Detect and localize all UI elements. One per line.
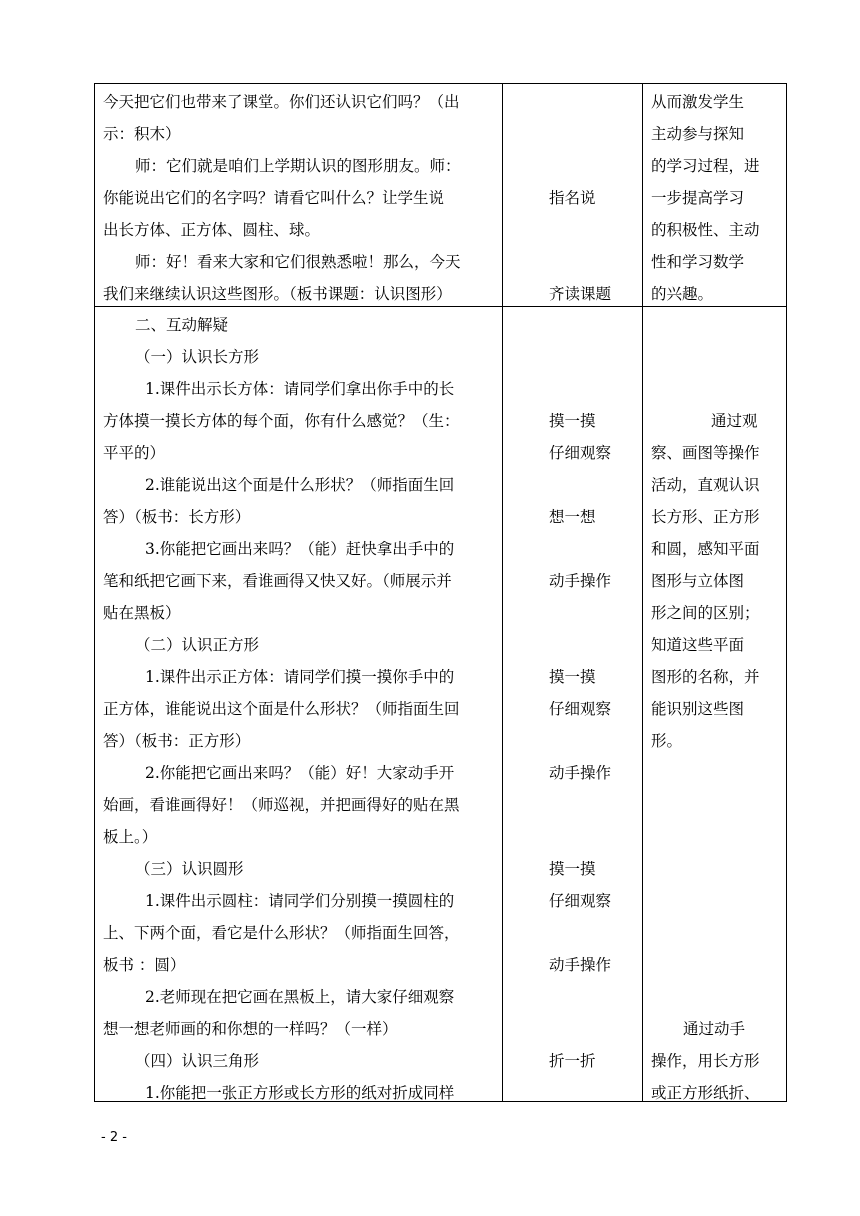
text-line: 答）（板书：正方形） <box>103 732 251 750</box>
text-line: 能识别这些图 <box>651 700 745 718</box>
text-line: 折一折 <box>549 1052 596 1070</box>
text-line: 2.谁能说出这个面是什么形状？（师指面生回 <box>145 476 455 494</box>
text-line: 动手操作 <box>549 956 612 974</box>
text-line: 1.课件出示圆柱：请同学们分别摸一摸圆柱的 <box>145 892 455 910</box>
content-cell <box>95 307 503 1102</box>
text-line: 师：它们就是咱们上学期认识的图形朋友。师： <box>135 157 461 175</box>
text-line: 操作，用长方形 <box>651 1052 760 1070</box>
text-line: 平平的） <box>103 444 166 462</box>
text-line: 的学习过程，进 <box>651 157 760 175</box>
text-line: 从而激发学生 <box>651 93 745 111</box>
text-line: 通过动手 <box>683 1020 746 1038</box>
text-line: 活动，直观认识 <box>651 476 760 494</box>
text-line: 出长方体、正方体、圆柱、球。 <box>103 221 321 239</box>
text-line: 性和学习数学 <box>651 253 745 271</box>
table-row <box>95 307 787 1102</box>
text-line: 2.老师现在把它画在黑板上，请大家仔细观察 <box>145 988 455 1006</box>
intent-cell <box>643 84 787 307</box>
text-line: 的兴趣。 <box>651 285 714 303</box>
text-line: 正方体，谁能说出这个面是什么形状？（师指面生回 <box>103 700 460 718</box>
text-line: （四）认识三角形 <box>135 1052 260 1070</box>
text-line: 仔细观察 <box>549 700 612 718</box>
content-cell <box>95 84 503 307</box>
text-line: 动手操作 <box>549 764 612 782</box>
text-line: 仔细观察 <box>549 444 612 462</box>
text-line: 摸一摸 <box>549 412 596 430</box>
text-line: （三）认识圆形 <box>135 860 244 878</box>
text-line: 示：积木） <box>103 125 181 143</box>
text-line: 和圆，感知平面 <box>651 540 760 558</box>
text-line: 图形的名称，并 <box>651 668 760 686</box>
activity-cell <box>503 84 643 307</box>
lesson-plan-table <box>94 83 787 1102</box>
text-line: 知道这些平面 <box>651 636 745 654</box>
text-line: 板上。） <box>103 828 158 846</box>
text-line: 齐读课题 <box>549 285 612 303</box>
text-line: 形之间的区别； <box>651 604 760 622</box>
text-line: 上、下两个面，看它是什么形状？（师指面生回答， <box>103 924 460 942</box>
table-row <box>95 84 787 307</box>
text-line: 2.你能把它画出来吗？（能）好！大家动手开 <box>145 764 455 782</box>
text-line: 1.课件出示长方体：请同学们拿出你手中的长 <box>145 380 455 398</box>
text-line: 想一想 <box>549 508 596 526</box>
activity-cell <box>503 307 643 1102</box>
text-line: 1.课件出示正方体：请同学们摸一摸你手中的 <box>145 668 455 686</box>
text-line: 察、画图等操作 <box>651 444 760 462</box>
text-line: 一步提高学习 <box>651 189 745 207</box>
text-line: 你能说出它们的名字吗？请看它叫什么？让学生说 <box>103 189 445 207</box>
text-line: 主动参与探知 <box>651 125 745 143</box>
text-line: 今天把它们也带来了课堂。你们还认识它们吗？（出 <box>103 93 460 111</box>
text-line: 板书 ：圆） <box>103 956 186 974</box>
text-line: 贴在黑板） <box>103 604 181 622</box>
text-line: 指名说 <box>549 189 596 207</box>
text-line: 仔细观察 <box>549 892 612 910</box>
text-line: 摸一摸 <box>549 668 596 686</box>
text-line: 摸一摸 <box>549 860 596 878</box>
text-line: 形。 <box>651 732 683 750</box>
text-line: 我们来继续认识这些图形。（板书课题：认识图形） <box>103 285 452 303</box>
text-line: 图形与立体图 <box>651 572 745 590</box>
text-line: 笔和纸把它画下来，看谁画得又快又好。（师展示并 <box>103 572 452 590</box>
text-line: （一）认识长方形 <box>135 348 260 366</box>
text-line: 3.你能把它画出来吗？（能）赶快拿出手中的 <box>145 540 455 558</box>
text-line: 方体摸一摸长方体的每个面，你有什么感觉？（生： <box>103 412 460 430</box>
text-line: 1.你能把一张正方形或长方形的纸对折成同样 <box>145 1084 455 1102</box>
text-line: 始画，看谁画得好！（师巡视，并把画得好的贴在黑 <box>103 796 460 814</box>
text-line: 通过观 <box>711 412 758 430</box>
text-line: （二）认识正方形 <box>135 636 260 654</box>
text-line: 长方形、正方形 <box>651 508 760 526</box>
page-number: - 2 - <box>101 1130 127 1145</box>
text-line: 二、互动解疑 <box>135 316 229 334</box>
text-line: 师：好！看来大家和它们很熟悉啦！那么，今天 <box>135 253 461 271</box>
text-line: 想一想老师画的和你想的一样吗？（一样） <box>103 1020 398 1038</box>
intent-cell <box>643 307 787 1102</box>
text-line: 动手操作 <box>549 572 612 590</box>
text-line: 或正方形纸折、 <box>651 1084 760 1102</box>
text-line: 答）（板书：长方形） <box>103 508 251 526</box>
text-line: 的积极性、主动 <box>651 221 760 239</box>
